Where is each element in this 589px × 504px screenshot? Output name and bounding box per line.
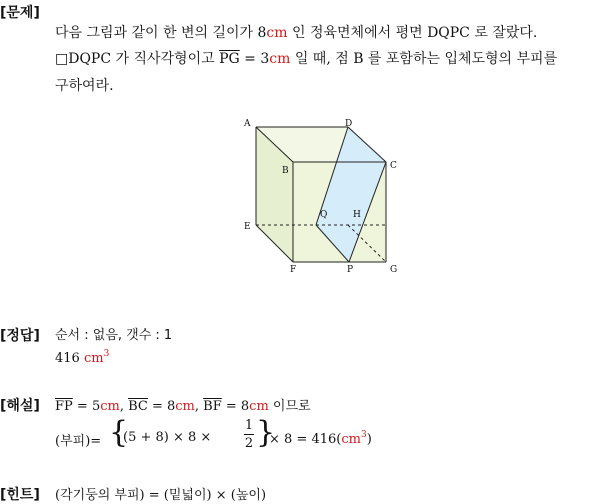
unit-cm: cm [269, 51, 291, 67]
problem-text: = 3 [239, 51, 270, 67]
fraction-numerator: 1 [244, 418, 254, 433]
answer-value [55, 349, 109, 366]
problem-text: 다음 그림과 같이 한 변의 길이가 8 [55, 25, 267, 41]
label-p: P [347, 265, 354, 275]
problem-text: □DQPC 가 직사각형이고 [55, 51, 220, 67]
solution-text: , [119, 399, 129, 414]
solution-line-1 [55, 395, 311, 414]
answer-line-1: 순서 : 없음, 갯수 : 1 [55, 328, 173, 343]
problem-text: 인 정육면체에서 평면 DQPC 로 잘랐다. [287, 25, 538, 41]
unit-cm: cm [249, 399, 269, 414]
label-f: F [290, 265, 297, 275]
hint-text: (각기둥의 부피) = (밑넓이) × (높이) [55, 488, 267, 503]
hint-tag: [힌트] [0, 487, 40, 503]
segment-bf: $\overline{BF}$ [203, 399, 222, 414]
problem-text: 일 때, 점 B 를 포함하는 입체도형의 부피를 [290, 51, 558, 67]
problem-line-3: 구하여라. [55, 78, 114, 94]
unit-cm: cm [100, 399, 120, 414]
label-d: D [345, 119, 353, 129]
label-c: C [390, 161, 397, 171]
formula-pre: (부피)= [55, 434, 102, 449]
segment-bc: $\overline{BC}$ [128, 399, 148, 414]
solution-text: 이므로 [268, 399, 311, 414]
segment-pg: $\overline{PG}$ [219, 51, 240, 67]
segment-fp: $\overline{FP}$ [55, 399, 73, 414]
solution-text: = 8 [147, 399, 176, 414]
label-q: Q [320, 210, 328, 220]
formula-post [269, 430, 372, 447]
solution-tag: [해설] [0, 398, 40, 414]
solution-text: = 8 [221, 399, 250, 414]
unit-cm: cm [175, 399, 195, 414]
answer-unit: $cm^3$ [83, 349, 110, 366]
formula-close: ) [366, 432, 372, 447]
brace-open: { [109, 415, 129, 450]
label-g: G [390, 265, 398, 275]
label-b: B [282, 166, 289, 176]
formula-mid: (5 + 8) × 8 × [123, 430, 212, 445]
formula-post-text: × 8 = 416( [269, 432, 342, 447]
label-h: H [353, 210, 361, 220]
fraction [244, 418, 254, 453]
brace-close: } [256, 415, 276, 450]
solution-text: = 5 [72, 399, 101, 414]
answer-tag: [정답] [0, 328, 40, 344]
label-e: E [244, 222, 251, 232]
formula-unit: $cm^3$ [341, 430, 367, 447]
problem-tag: [문제] [0, 5, 40, 21]
unit-cm: cm [266, 25, 288, 41]
label-a: A [244, 119, 251, 129]
fraction-denominator: 2 [244, 436, 254, 451]
answer-number: 416 [55, 351, 80, 366]
solution-text: , [194, 399, 204, 414]
